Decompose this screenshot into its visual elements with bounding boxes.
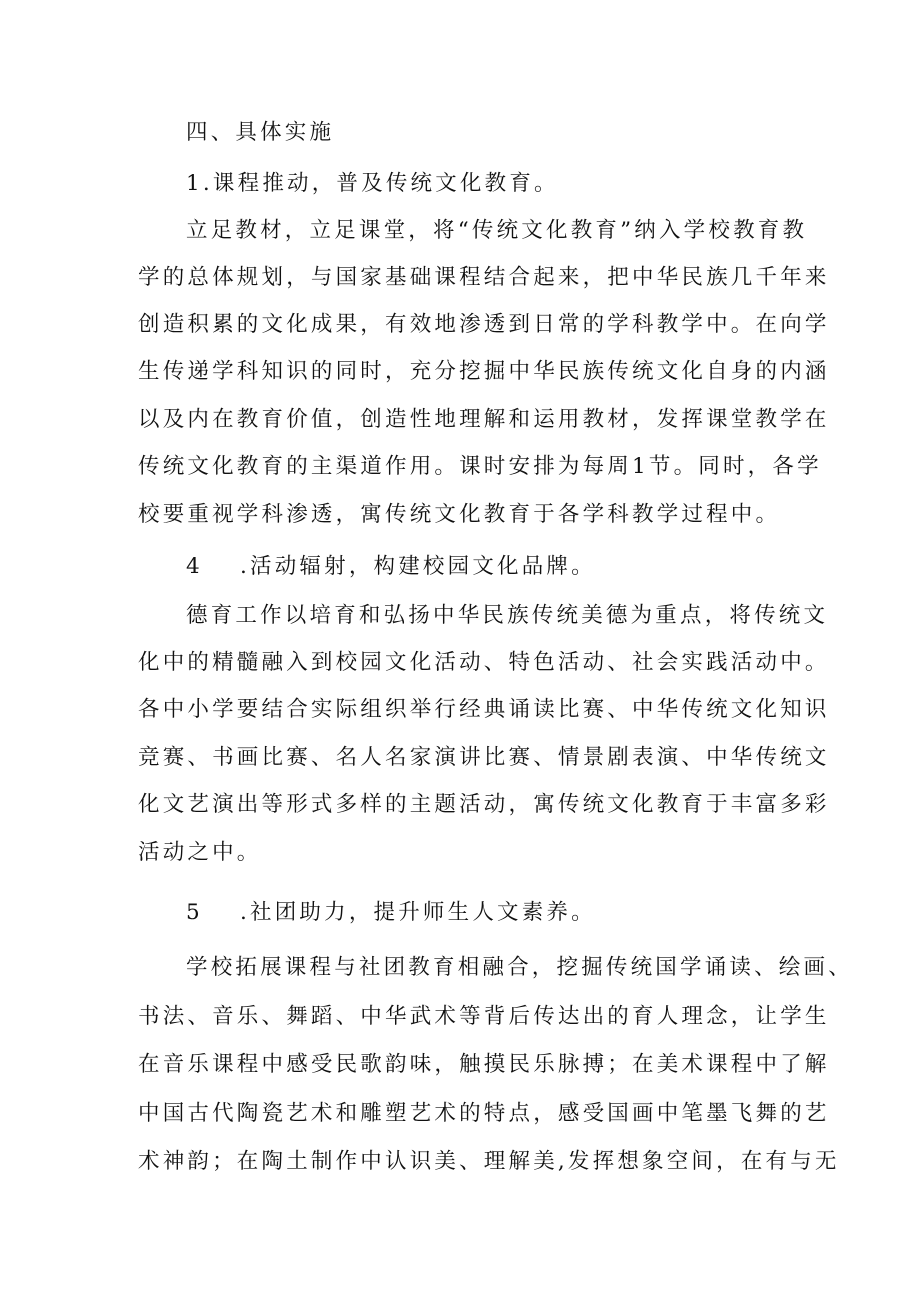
paragraph-line: 生传递学科知识的同时，充分挖掘中华民族传统文化自身的内涵: [138, 359, 830, 384]
subsection-title-1: 1.课程推动，普及传统文化教育。: [186, 171, 559, 196]
paragraph-line: 德育工作以培育和弘扬中华民族传统美德为重点，将传统文: [186, 603, 829, 628]
paragraph-line: 传统文化教育的主渠道作用。课时安排为每周1节。同时，各学: [138, 454, 822, 479]
paragraph-line: 竞赛、书画比赛、名人名家演讲比赛、情景剧表演、中华传统文: [138, 745, 830, 770]
paragraph-line: 术神韵；在陶土制作中认识美、理解美,发挥想象空间，在有与无: [138, 1149, 840, 1174]
paragraph-line: 在音乐课程中感受民歌韵味，触摸民乐脉搏；在美术课程中了解: [138, 1052, 830, 1077]
paragraph-line: 立足教材，立足课堂，将“传统文化教育”纳入学校教育教: [186, 218, 808, 243]
subsection-number-2: 4: [186, 554, 200, 579]
paragraph-line: 中国古代陶瓷艺术和雕塑艺术的特点，感受国画中笔墨飞舞的艺: [138, 1101, 830, 1126]
subsection-title-3: .社团助力，提升师生人文素养。: [240, 900, 596, 925]
paragraph-line: 学校拓展课程与社团教育相融合，挖掘传统国学诵读、绘画、: [186, 955, 853, 980]
subsection-title-2: .活动辐射，构建校园文化品牌。: [240, 554, 596, 579]
paragraph-line: 校要重视学科渗透，寓传统文化教育于各学科教学过程中。: [138, 502, 781, 527]
subsection-number-3: 5: [186, 900, 200, 925]
paragraph-line: 学的总体规划，与国家基础课程结合起来，把中华民族几千年来: [138, 265, 830, 290]
section-heading: 四、具体实施: [186, 120, 335, 145]
paragraph-line: 各中小学要结合实际组织举行经典诵读比赛、中华传统文化知识: [138, 697, 830, 722]
paragraph-line: 化中的精髓融入到校园文化活动、特色活动、社会实践活动中。: [138, 650, 830, 675]
paragraph-line: 以及内在教育价值，创造性地理解和运用教材，发挥课堂教学在: [138, 407, 830, 432]
paragraph-line: 活动之中。: [138, 840, 262, 865]
paragraph-line: 书法、音乐、舞蹈、中华武术等背后传达出的育人理念，让学生: [138, 1004, 830, 1029]
paragraph-line: 创造积累的文化成果，有效地渗透到日常的学科教学中。在向学: [138, 312, 830, 337]
paragraph-line: 化文艺演出等形式多样的主题活动，寓传统文化教育于丰富多彩: [138, 792, 830, 817]
